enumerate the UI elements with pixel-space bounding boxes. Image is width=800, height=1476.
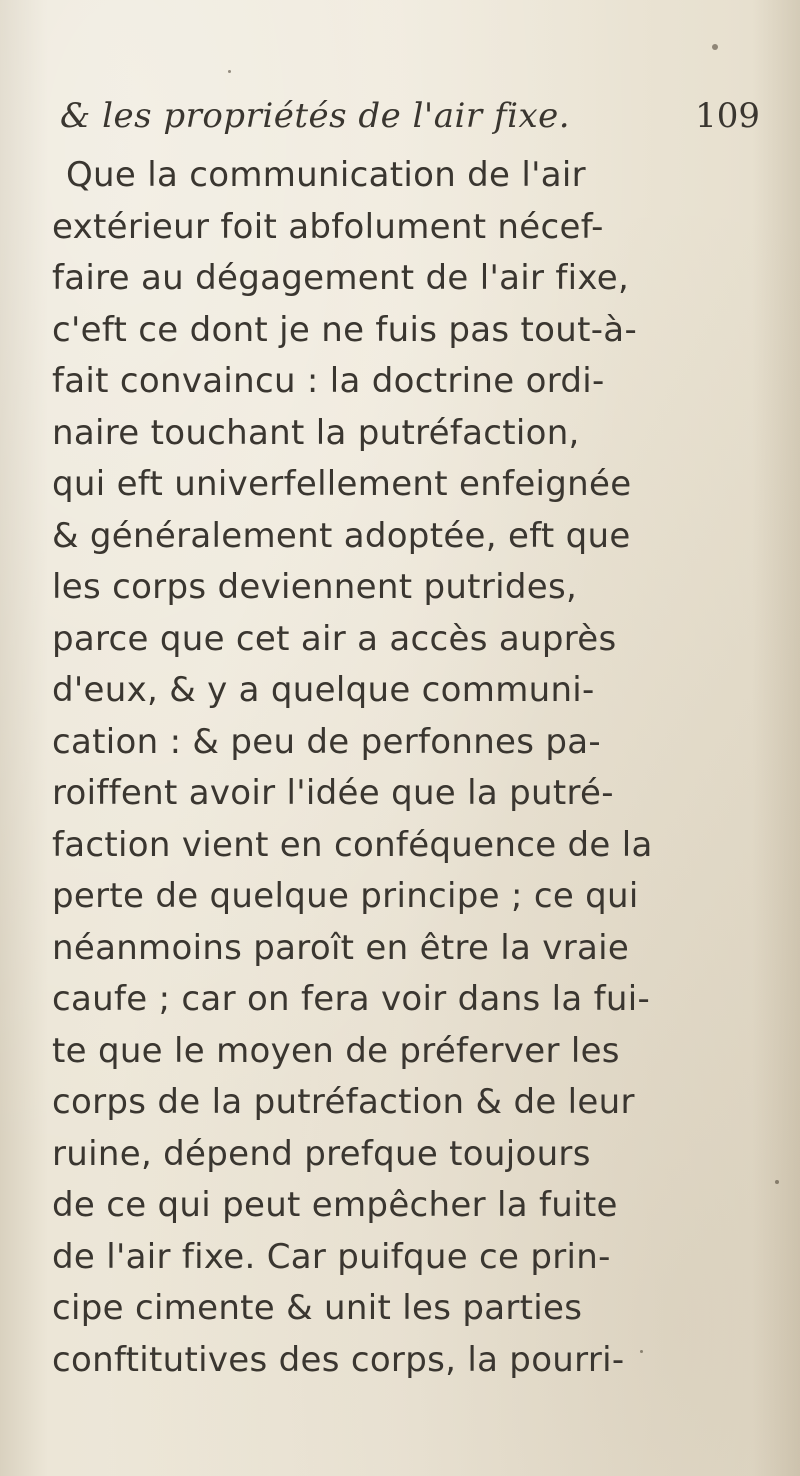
body-text — [52, 150, 782, 1386]
text-line: néanmoins paroît en être la vraie — [52, 927, 630, 968]
text-line: extérieur foit abfolument nécef- — [52, 206, 604, 247]
text-line: parce que cet air a accès auprès — [52, 618, 617, 659]
text-line: faire au dégagement de l'air fixe, — [52, 258, 630, 298]
paper-speck — [228, 70, 231, 73]
text-line: cation : & peu de perfonnes pa- — [52, 721, 601, 762]
paper-speck — [712, 44, 718, 50]
text-line: faction vient en conféquence de la — [52, 824, 653, 865]
text-line: d'eux, & y a quelque communi- — [52, 670, 595, 710]
text-line: conftitutives des corps, la pourri- — [52, 1339, 625, 1380]
paper-speck — [775, 1180, 779, 1184]
text-line: de l'air fixe. Car puifque ce prin- — [52, 1236, 611, 1277]
text-line: & généralement adoptée, eft que — [52, 515, 631, 556]
text-line: fait convaincu : la doctrine ordi- — [52, 361, 605, 401]
text-line: qui eft univerfellement enfeignée — [52, 464, 632, 504]
paper-speck — [640, 1350, 643, 1353]
text-line: perte de quelque principe ; ce qui — [52, 876, 639, 916]
text-line: les corps deviennent putrides, — [52, 567, 578, 607]
text-line: de ce qui peut empêcher la fuite — [52, 1185, 618, 1225]
page-header — [60, 96, 760, 146]
text-line: roiffent avoir l'idée que la putré- — [52, 773, 614, 813]
text-line: corps de la putréfaction & de leur — [52, 1082, 635, 1122]
text-line: te que le moyen de préferver les — [52, 1030, 620, 1071]
text-line: Que la communication de l'air — [66, 155, 586, 195]
text-line: cipe cimente & unit les parties — [52, 1288, 583, 1328]
page-number: 109 — [695, 96, 760, 136]
text-line: ruine, dépend prefque toujours — [52, 1133, 591, 1174]
text-line: c'eft ce dont je ne fuis pas tout-à- — [52, 309, 638, 350]
text-line: naire touchant la putréfaction, — [52, 412, 580, 453]
text-line: caufe ; car on fera voir dans la fui- — [52, 979, 651, 1019]
running-head: & les propriétés de l'air fixe. — [60, 96, 571, 136]
